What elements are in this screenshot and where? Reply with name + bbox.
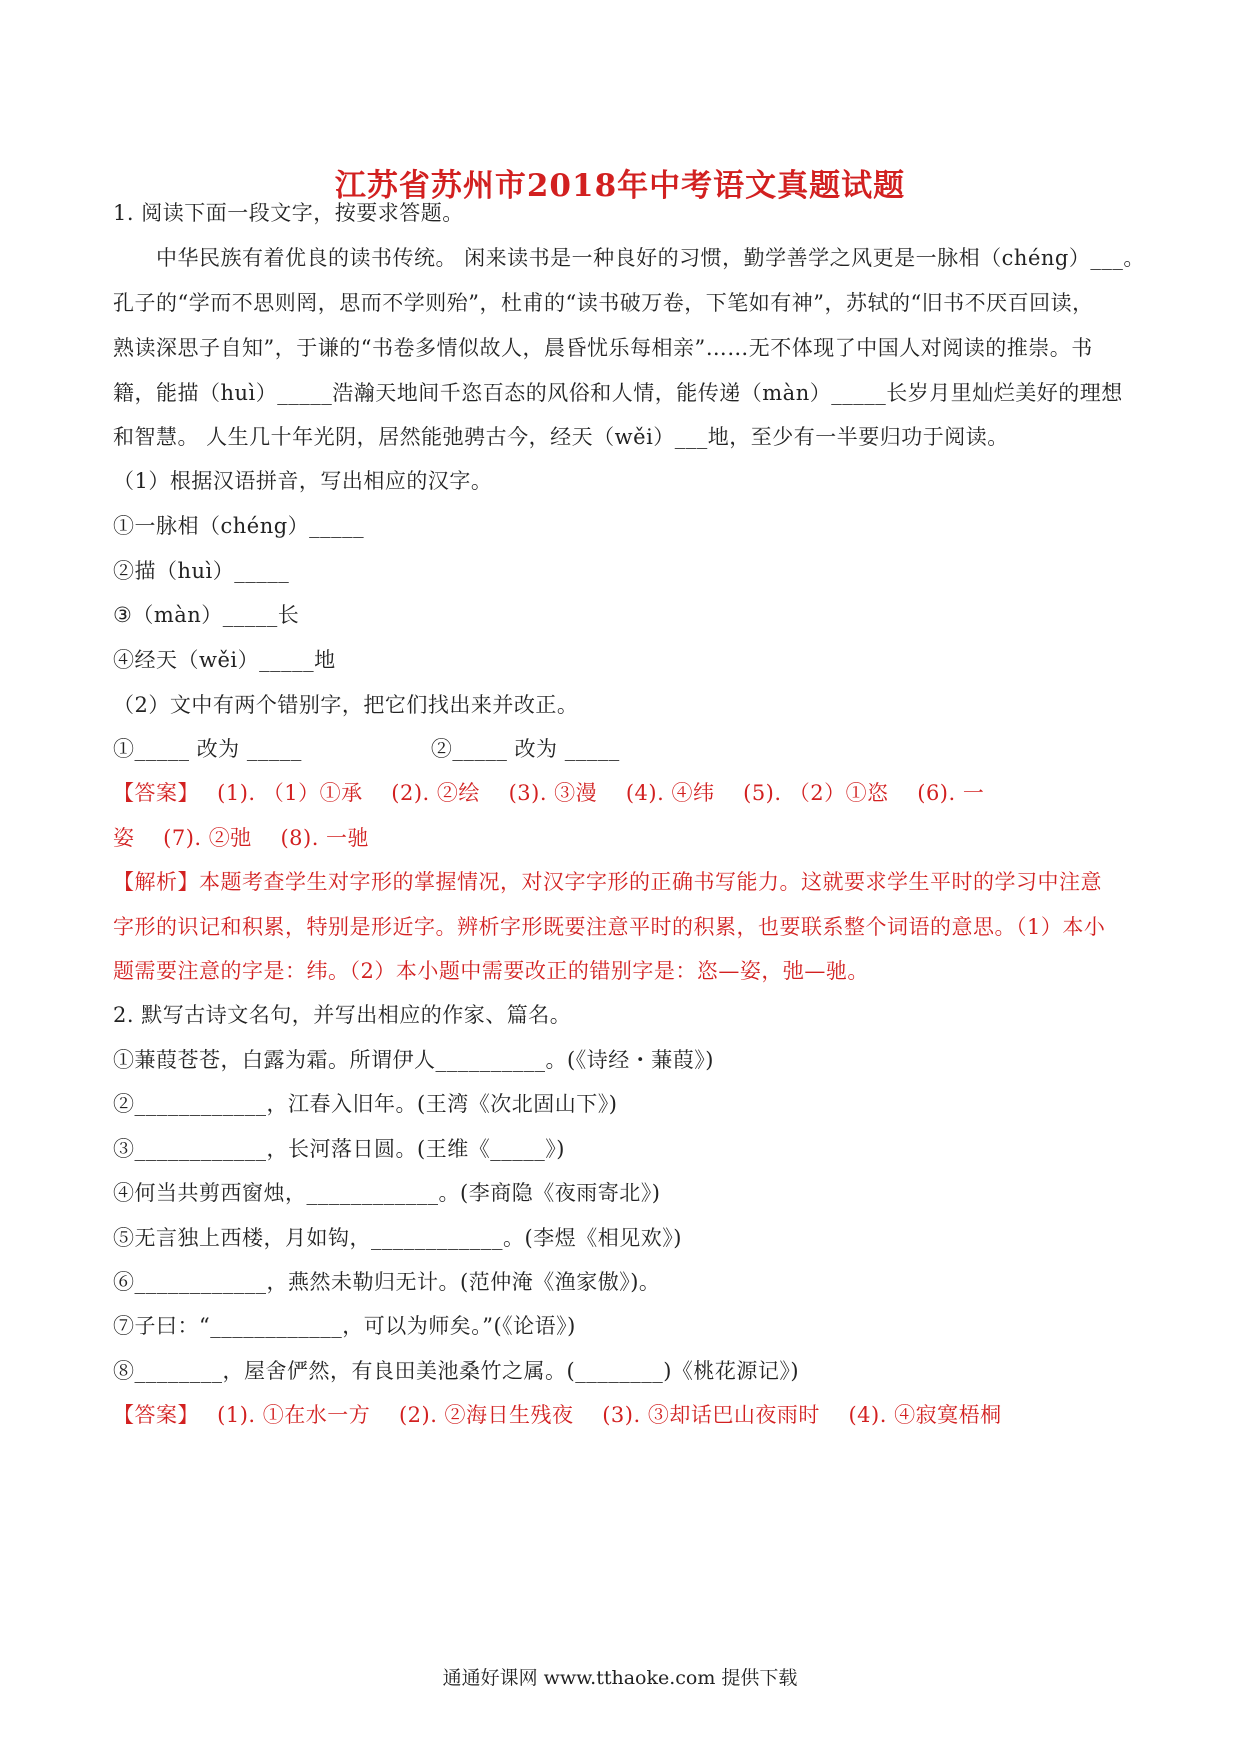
q2-stem: 2. 默写古诗文名句，并写出相应的作家、篇名。	[113, 1003, 572, 1027]
q1-answer-line: 【答案】 (1). （1）①承 (2). ②绘 (3). ③漫 (4). ④纬 (5). （2）①恣 (6). 一	[113, 781, 985, 805]
q2-item: ③____________，长河落日圆。(王维《_____》)	[113, 1137, 565, 1161]
q1-sub1-item: ②描（huì）_____	[113, 559, 290, 583]
page-title: 江苏省苏州市2018年中考语文真题试题	[334, 168, 906, 204]
passage-line: 孔子的“学而不思则罔，思而不学则殆”，杜甫的“读书破万卷，下笔如有神”，苏轼的“旧书不厌百回读，	[113, 291, 1094, 315]
passage-line: 籍，能描（huì）_____浩瀚天地间千恣百态的风俗和人情，能传递（màn）_____长岁月里灿烂美好的理想	[113, 381, 1123, 405]
q2-item: ④何当共剪西窗烛，____________。(李商隐《夜雨寄北》)	[113, 1181, 661, 1205]
q1-analysis-line: 题需要注意的字是：纬。（2）本小题中需要改正的错别字是：恣—姿，弛—驰。	[113, 959, 869, 983]
q1-sub1-item: ①一脉相（chéng）_____	[113, 514, 365, 538]
page-footer: 通通好课网 www.tthaoke.com 提供下载	[442, 1667, 798, 1689]
q2-item: ⑤无言独上西楼，月如钩，____________。(李煜《相见欢》)	[113, 1226, 682, 1250]
q2-item: ②____________，江春入旧年。(王湾《次北固山下》)	[113, 1092, 618, 1116]
q1-sub2-blanks: ①_____ 改为 _____ ②_____ 改为 _____	[113, 737, 620, 761]
q1-stem: 1. 阅读下面一段文字，按要求答题。	[113, 201, 464, 225]
passage-line: 熟读深思子自知”，于谦的“书卷多情似故人，晨昏忧乐每相亲”……无不体现了中国人对阅读的推崇。书	[113, 336, 1093, 360]
q1-sub1-item: ④经天（wěi）_____地	[113, 648, 336, 672]
q1-sub1-item: ③（màn）_____长	[113, 603, 300, 627]
q2-item: ⑥____________，燕然未勒归无计。(范仲淹《渔家傲》)。	[113, 1270, 661, 1294]
q1-answer-line: 姿 (7). ②弛 (8). 一驰	[113, 826, 370, 850]
q1-sub2-prompt: （2）文中有两个错别字，把它们找出来并改正。	[113, 693, 579, 717]
q2-answer-line: 【答案】 (1). ①在水一方 (2). ②海日生残夜 (3). ③却话巴山夜雨时 (4). ④寂寞梧桐	[113, 1403, 1002, 1427]
passage-line: 中华民族有着优良的读书传统。 闲来读书是一种良好的习惯，勤学善学之风更是一脉相（chéng）___。	[113, 246, 1145, 270]
passage-line: 和智慧。 人生几十年光阴，居然能弛骋古今，经天（wěi）___地，至少有一半要归功于阅读。	[113, 425, 1009, 449]
q2-item: ⑦子曰：“____________，可以为师矣。”(《论语》)	[113, 1314, 576, 1338]
q2-item: ①蒹葭苍苍，白露为霜。所谓伊人__________。(《诗经・蒹葭》)	[113, 1048, 714, 1072]
q2-item: ⑧________，屋舍俨然，有良田美池桑竹之属。(________)《桃花源记》)	[113, 1359, 800, 1383]
q1-analysis-line: 【解析】本题考查学生对字形的掌握情况，对汉字字形的正确书写能力。这就要求学生平时的学习中注意	[113, 870, 1102, 894]
q1-sub1-prompt: （1）根据汉语拼音，写出相应的汉字。	[113, 469, 493, 493]
q1-analysis-line: 字形的识记和积累，特别是形近字。辨析字形既要注意平时的积累，也要联系整个词语的意思。（1）本小	[113, 915, 1106, 939]
